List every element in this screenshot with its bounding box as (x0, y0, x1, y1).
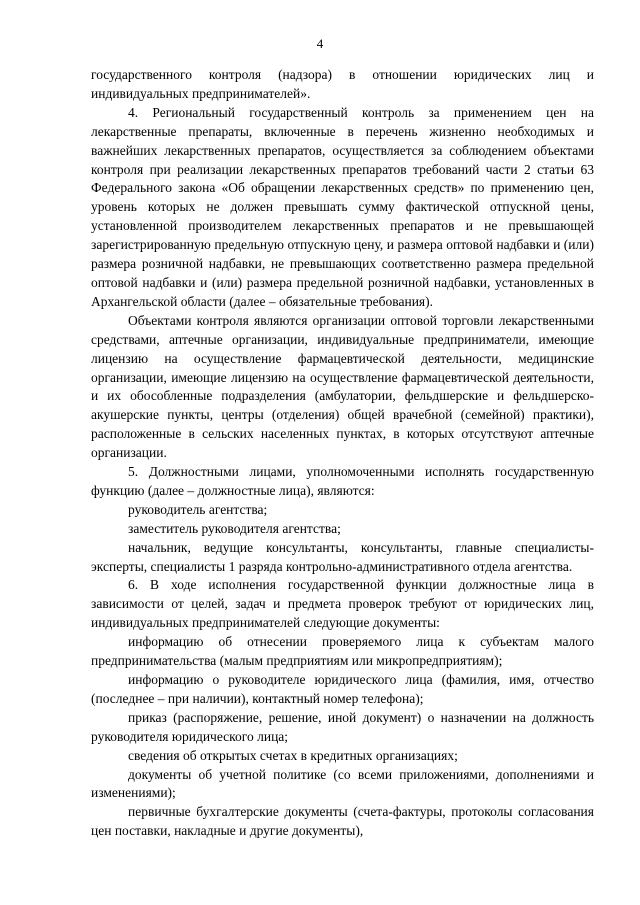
paragraph: приказ (распоряжение, решение, иной документ) о назначении на должность руководителя юридического лица; (91, 709, 594, 744)
paragraph: документы об учетной политике (со всеми приложениями, дополнениями и изменениями); (91, 766, 594, 801)
paragraph: начальник, ведущие консультанты, консультанты, главные специалисты-эксперты, специалисты 1 разряда контрольно-административного отдела агентства. (91, 539, 594, 574)
paragraph: 6. В ходе исполнения государственной функции должностные лица в зависимости от целей, задач и предмета проверок требуют от юридических лиц, индивидуальных предпринимателей следующие документы: (91, 577, 594, 631)
paragraph: руководитель агентства; (128, 501, 268, 517)
paragraph: 4. Региональный государственный контроль за применением цен на лекарственные препараты, включенные в перечень жизненно необходимых и важнейших лекарственных препаратов, осуществляется за соблюдением объектами контроля при реализации лекарственных препаратов требований части 2 статьи 63 Федерального закона «Об обращении лекарственных средств» по применению цен, уровень которых не должен превышать сумму фактической отпускной цены, установленной производителем лекарственных препаратов и не превышающей зарегистрированную предельную отпускную цену, и размера оптовой надбавки и (или) размера розничной надбавки, не превышающих соответственно размера предельной оптовой надбавки и (или) размера предельной розничной надбавки, установленных в Архангельской области (далее – обязательные требования). (91, 104, 594, 309)
page-number: 4 (316, 36, 324, 51)
paragraph: информацию о руководителе юридического лица (фамилия, имя, отчество (последнее – при наличии), контактный номер телефона); (91, 672, 594, 706)
paragraph: государственного контроля (надзора) в отношении юридических лиц и индивидуальных предпринимателей». (91, 67, 594, 101)
paragraph: 5. Должностными лицами, уполномоченными исполнять государственную функцию (далее – должностные лица), являются: (91, 464, 594, 498)
paragraph: Объектами контроля являются организации оптовой торговли лекарственными средствами, аптечные организации, индивидуальные предприниматели, имеющие лицензию на осуществление фармацевтической деятельности, медицинские организации, имеющие лицензию на осуществление фармацевтической деятельности, и их обособленные подразделения (амбулатории, фельдшерские и фельдшерско-акушерские пункты, центры (отделения) общей врачебной (семейной) практики), расположенные в сельских населенных пунктах, в которых отсутствуют аптечные организации. (91, 312, 594, 461)
paragraph: информацию об отнесении проверяемого лица к субъектам малого предпринимательства (малым предприятиям или микропредприятиям); (91, 634, 594, 669)
paragraph: заместитель руководителя агентства; (128, 520, 341, 536)
document-body (91, 66, 594, 841)
paragraph: сведения об открытых счетах в кредитных организациях; (128, 747, 458, 763)
paragraph: первичные бухгалтерские документы (счета-фактуры, протоколы согласования цен поставки, накладные и другие документы), (91, 804, 594, 839)
